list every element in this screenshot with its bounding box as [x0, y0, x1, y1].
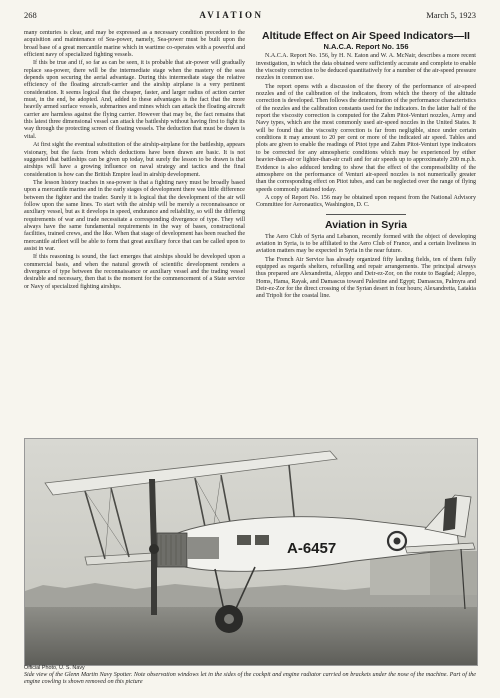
article-subtitle: N.A.C.A. Report No. 156 — [323, 42, 409, 51]
paragraph: The French Air Service has already organized fifty landing fields, ten of them fully equipped as regards shelters, refuelling and repair arrangements. The principal airways thus prepared are Alexandretta, Aleppo and Deir-ez-Zor, on the route to Bagdad; Aleppo, Homs, Hama, Rayak, and Damascus toward Palestine and Egypt; Damascus, Palmyra and Deir-ez-Zor for the direct crossing of the Syrian desert in four hours; Alexandretta, Latakia and Tripoli for the coastal line. — [256, 256, 476, 300]
airplane-photo — [24, 438, 478, 666]
paragraph: The Aero Club of Syria and Lebanon, recently formed with the object of developing aviation in Syria, is to be affiliated to the Aero Club of France, and a certain liveliness in aviation matters may be expected in Syria in the near future. — [256, 233, 476, 255]
article-title-altitude: Altitude Effect on Air Speed Indicators—II — [262, 30, 470, 42]
observation-window — [237, 535, 251, 545]
wheel-hub — [224, 614, 234, 624]
fuselage-roundel — [394, 538, 401, 545]
issue-date: March 5, 1923 — [426, 10, 476, 20]
paragraph: N.A.C.A. Report No. 156, by H. N. Eaton and W. A. McNair, describes a more recent investigation, in which the data obtained were sufficiently accurate and complete to enable the viscosity correction to be deduced quantitatively for a number of the air-speed pressure nozzles in common use. — [256, 53, 476, 82]
page-number: 268 — [24, 10, 37, 20]
paragraph: many centuries is clear, and may be expressed as a necessary condition precedent to the acquisition and maintenance of Sea-power, namely, Sea-power must be built upon the broad base of a great mercantile marine which in wartime co-operates with a powerful and efficient navy of specialized fighting vessels. — [24, 30, 245, 59]
registration-number: A-6457 — [287, 540, 337, 557]
propeller-hub — [149, 544, 159, 554]
section-divider — [326, 214, 406, 215]
paragraph: The lesson history teaches in sea-power is that a fighting navy must be broadly based upon a mercantile marine and in the early stages of development there was little difference between the fighter and the trader. Surely it is logical that the development of the air will follow upon the same lines. To start with the airship will be merely a reconnaissance or auxiliary vessel, but as it develops in speed, endurance and reliability, so will the differing requirements of war and trade necessitate a corresponding divergence of type. They will always have the same fundamental requirements in the way of bases, constructional facilities, trained crews, and the like. When that stage of development has been reached the mercantile airfleet will be able to form that great auxiliary force that can be called upon to assist in war. — [24, 179, 245, 252]
paragraph: At first sight the eventual substitution of the airship-airplane for the battleship, appears visionary, but the facts from which deductions have been drawn are basic. It is not suggested that battleships can be given up today, but surely the lesson to be drawn is that airships will have a growing influence on naval strategy and tactics and the final consideration is how can the British Empire lead in airship development. — [24, 142, 245, 178]
airplane-illustration — [25, 439, 477, 665]
right-column — [256, 30, 476, 302]
hangar — [430, 551, 477, 595]
page-header — [24, 8, 476, 22]
propeller — [151, 549, 157, 615]
paragraph: A copy of Report No. 156 may be obtained upon request from the National Advisory Committee for Aeronautics, Washington, D. C. — [256, 194, 476, 209]
journal-title: AVIATION — [199, 10, 264, 20]
paragraph: The report opens with a discussion of the theory of the performance of air-speed nozzles and of the calibration of the indicators, from which the theory of the altitude correction is developed. Then follows the determination of the performance characteristics of the nozzles and the calibration constants used for the indicators. In the latter half of the report the viscosity correction is computed for the Zahm Pitot-Venturi nozzles, Army and Navy types, which are the most commonly used air-speed nozzles in the United States. It will be found that the viscosity correction is far from negligible, since under certain conditions it may amount to 20 per cent or more of the indicated air speed. Tables and plots are given to enable the readings of Pitot type and Zahm Pitot-Venturi type indicators to be corrected for any atmospheric conditions which may be experienced by either heavier-than-air or lighter-than-air craft and for air speeds up to approximately 200 m.p.h. Evidence is also adduced tending to show that the effect of the compressibility of the atmosphere on the performance of Venturi air-speed nozzles is not numerically greater than the corresponding effect on Pitot tubes, and can be neglected over the range of flying speeds commonly attained today. — [256, 83, 476, 193]
rudder-stripe — [443, 497, 457, 531]
left-column — [24, 30, 245, 292]
photo-caption: Side view of the Glenn Martin Navy Spotter. Note observation windows let in the sides of the cockpit and engine radiator carried on brackets under the nose of the machine. Part of the engine cowling is shown removed on this picture — [24, 672, 476, 686]
engine-exposed — [187, 537, 219, 559]
observation-window — [255, 535, 269, 545]
paragraph: If this be true and if, so far as can be seen, it is probable that air-power will gradually replace sea-power, there will be the intermediate stage when the mastery of the seas depends upon securing the aerial advantage. During this intermediate stage the relative efficiency of the floating aircraft-carrier and the airship airplane is a very pertinent consideration. It seems logical that the cheaper, faster, and larger radius of action carrier must, in the end, be adopted. And, added to these advantages is the fact that the more heavily armed surface vessels, submarines and mines which can attack the floating aircraft carrier are harmless against the flying carrier. However that may be, the fact remains that this latest three dimensional vessel can attack the battleship without having first to fight its way through the protecting screen of floating vessels. The deduction that must be drawn is vital. — [24, 60, 245, 140]
radiator — [157, 533, 187, 567]
photo-credit: Official Photo, U. S. Navy — [24, 665, 85, 671]
ground — [25, 607, 477, 665]
paragraph: If this reasoning is sound, the fact emerges that airships should be developed upon a commercial basis, and when the natural growth of scientific development renders a divergence of type between the reconnaissance or auxiliary vessel and the trading vessel desirable and necessary, then that is the moment for the commencement of a State service or Navy of specialized fighting airships. — [24, 254, 245, 290]
article-title-syria: Aviation in Syria — [325, 218, 407, 231]
